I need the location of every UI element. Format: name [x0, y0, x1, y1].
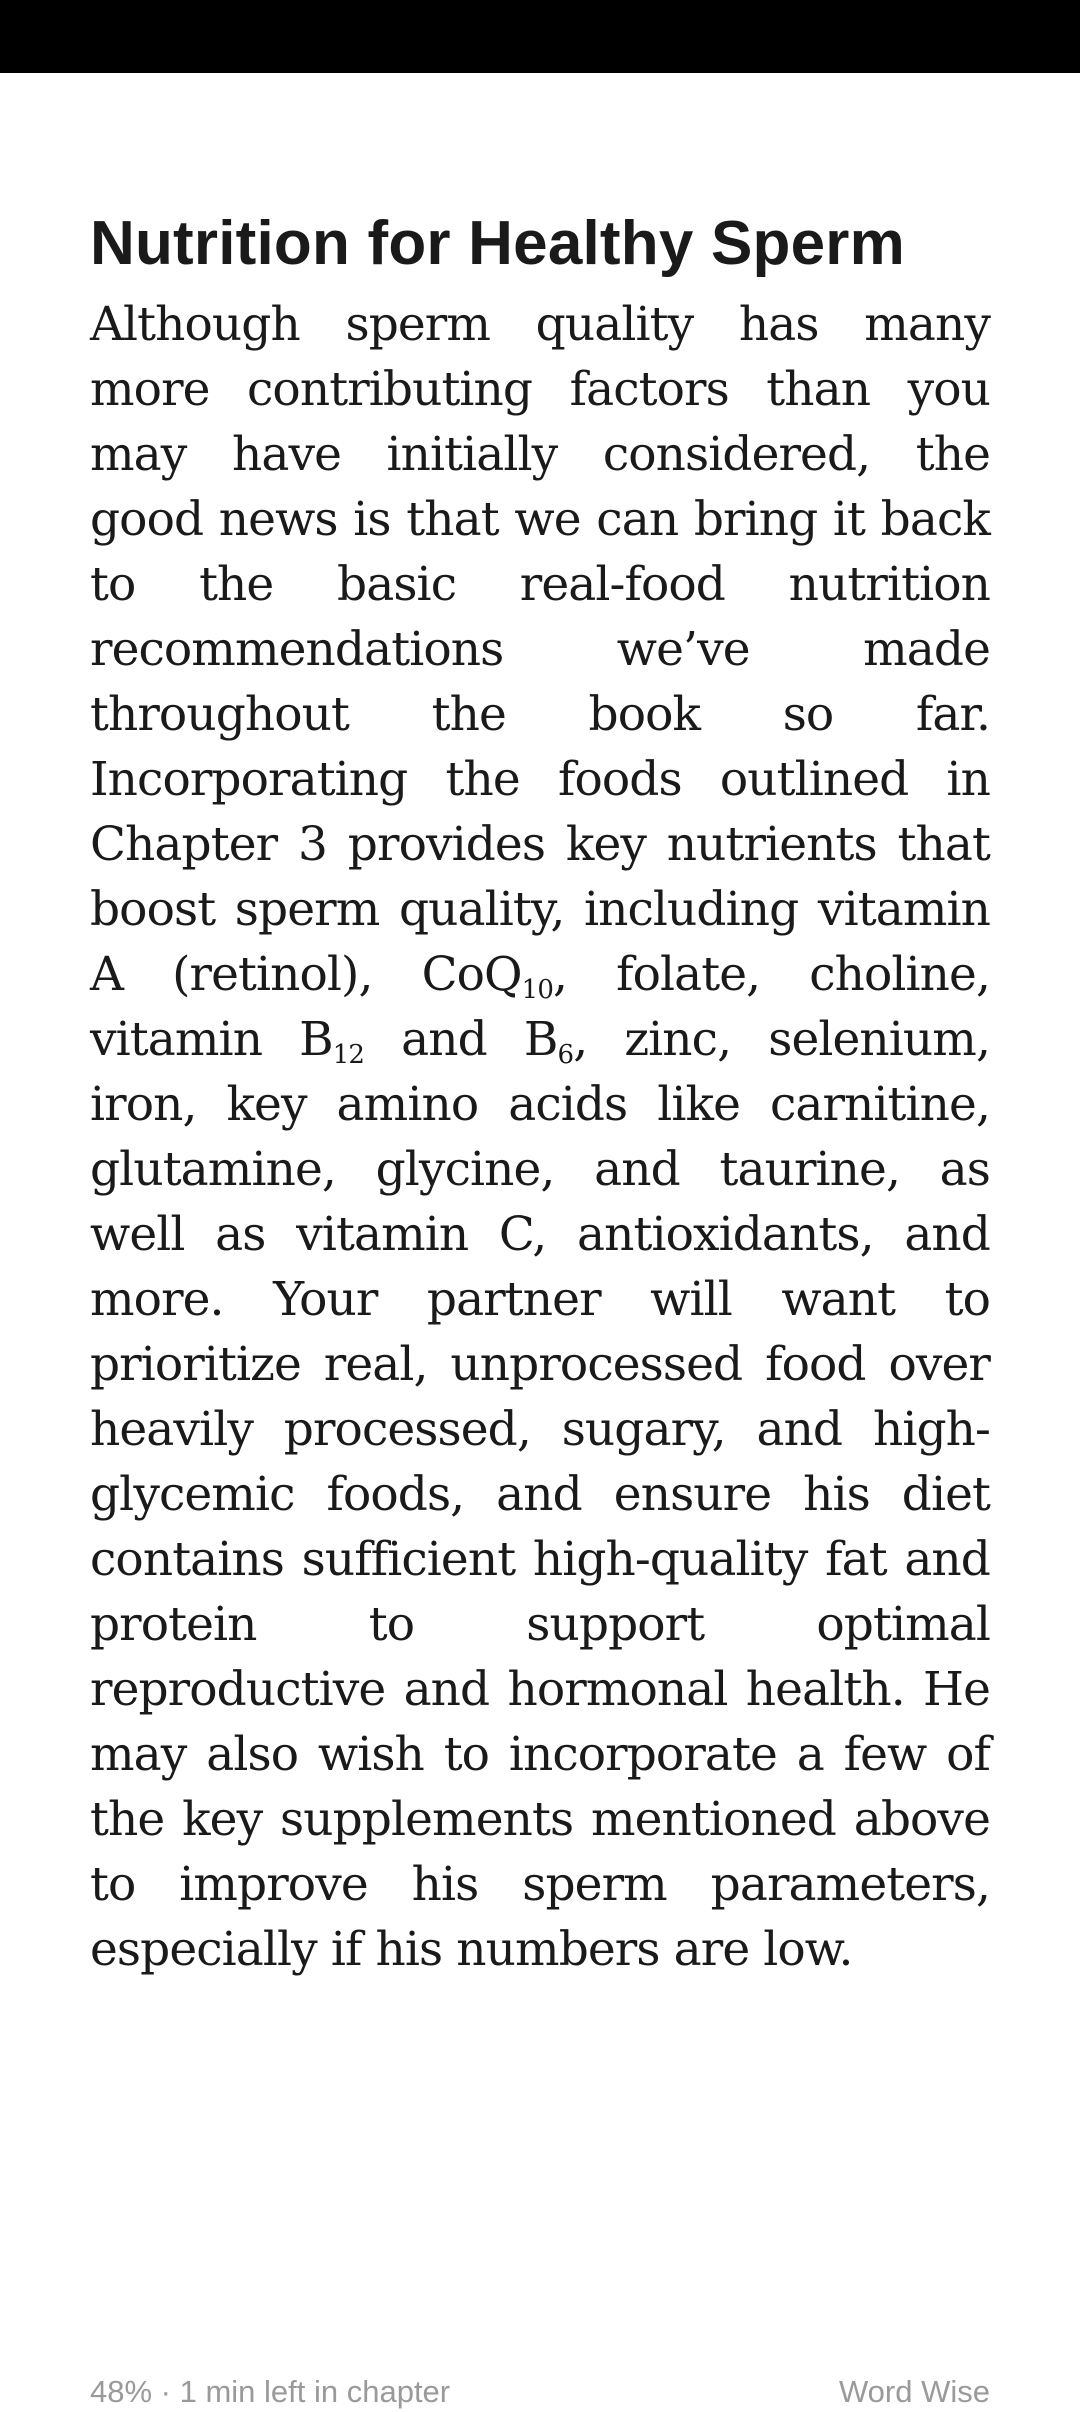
subscript-b6: 6 [557, 1040, 574, 1070]
paragraph-text-4: , zinc, selenium, iron, key amino acids like carnitine, glutamine, glycine, and taurine, as well as vitamin C, antioxidants, and more. Your partner will want to prioritize real, unprocessed food over heavily processed, sugary, and high-glycemic foods, and ensure his diet contains sufficient high-quality fat and protein to support optimal reproductive and hormonal health. He may also wish to incorporate a few of the key supplements mentioned above to improve his sperm parameters, especially if his numbers are low. [90, 1012, 990, 1977]
status-bar [0, 0, 1080, 73]
reader-page[interactable] [90, 200, 990, 1982]
paragraph-text-1: Although sperm quality has many more contributing factors than you may have initially considered, the good news is that we can bring it back to the basic real-food nutrition recommendations we’ve made throughout the book so far. Incorporating the foods outlined in Chapter 3 provides key nutrients that boost sperm quality, including vitamin A (retinol), CoQ [90, 297, 990, 1002]
section-title: Nutrition for Healthy Sperm [90, 209, 905, 278]
subscript-b12: 12 [332, 1040, 365, 1070]
reader-footer [90, 2372, 990, 2412]
reading-progress[interactable]: 48% · 1 min left in chapter [90, 2374, 451, 2409]
paragraph-text-3: and B [364, 1012, 558, 1067]
body-paragraph[interactable] [90, 292, 990, 1982]
paragraph-text-2: , folate, choline, vitamin B [90, 947, 990, 1067]
subscript-coq10: 10 [521, 975, 553, 1005]
word-wise-toggle[interactable]: Word Wise [838, 2374, 990, 2409]
